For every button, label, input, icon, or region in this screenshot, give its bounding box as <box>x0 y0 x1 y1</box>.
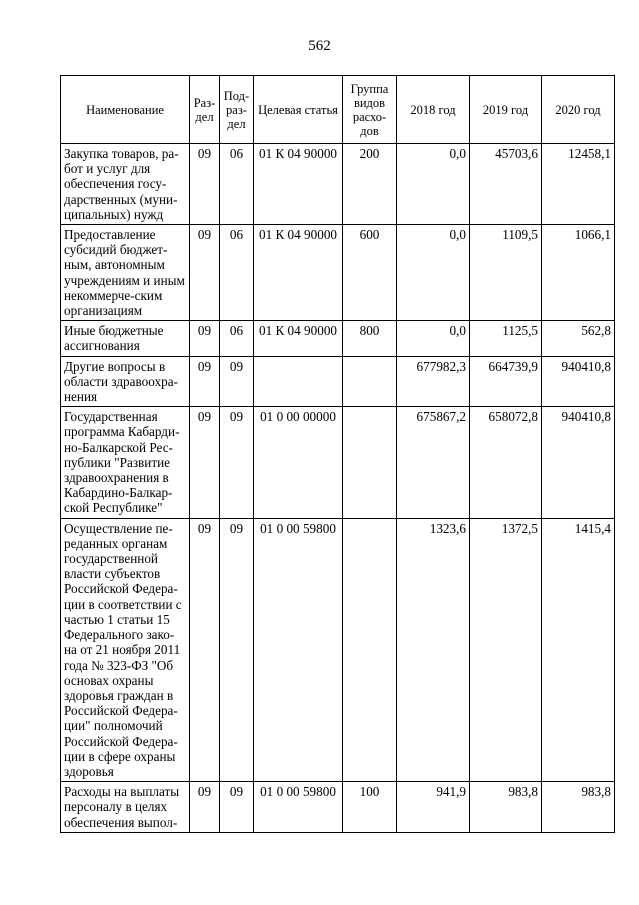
cell-name: Закупка товаров, ра-бот и услуг для обеспечения госу-дарственных (муни-ципальных) нужд <box>61 144 190 225</box>
cell-podrazdel: 06 <box>220 144 254 225</box>
cell-gruppa <box>343 356 397 407</box>
cell-statya: 01 К 04 90000 <box>254 144 343 225</box>
cell-gruppa <box>343 407 397 518</box>
col-header-razdel: Раз-дел <box>190 76 220 144</box>
cell-name: Расходы на выплаты персоналу в целях обеспечения выпол- <box>61 782 190 833</box>
cell-razdel: 09 <box>190 407 220 518</box>
cell-2019: 1125,5 <box>470 321 542 356</box>
col-header-2020: 2020 год <box>542 76 615 144</box>
cell-podrazdel: 09 <box>220 782 254 833</box>
cell-gruppa <box>343 518 397 781</box>
table-row <box>61 518 615 781</box>
cell-2019: 658072,8 <box>470 407 542 518</box>
cell-2018: 0,0 <box>397 321 470 356</box>
cell-2019: 1372,5 <box>470 518 542 781</box>
cell-statya: 01 0 00 59800 <box>254 782 343 833</box>
cell-2020: 1066,1 <box>542 225 615 321</box>
cell-razdel: 09 <box>190 321 220 356</box>
cell-2018: 941,9 <box>397 782 470 833</box>
budget-table <box>60 75 615 833</box>
cell-2019: 45703,6 <box>470 144 542 225</box>
page-number: 562 <box>308 38 331 54</box>
col-header-2018: 2018 год <box>397 76 470 144</box>
cell-2020: 940410,8 <box>542 356 615 407</box>
col-header-statya: Целевая статья <box>254 76 343 144</box>
cell-name: Другие вопросы в области здравоохра-нения <box>61 356 190 407</box>
cell-statya: 01 К 04 90000 <box>254 321 343 356</box>
table-row <box>61 782 615 833</box>
cell-2018: 675867,2 <box>397 407 470 518</box>
cell-razdel: 09 <box>190 356 220 407</box>
cell-2020: 940410,8 <box>542 407 615 518</box>
cell-razdel: 09 <box>190 144 220 225</box>
cell-name: Осуществление пе-реданных органам государственной власти субъектов Российской Федера-ции в соответствии с частью 1 статьи 15 Федерального зако-на от 21 ноября 2011 года № 323-ФЗ "Об основах охраны здоровья граждан в Российской Федера-ции" полномочий Российской Федера-ции в сфере охраны здоровья <box>61 518 190 781</box>
cell-2018: 0,0 <box>397 225 470 321</box>
table-header-row <box>61 76 615 144</box>
cell-2020: 12458,1 <box>542 144 615 225</box>
cell-2018: 0,0 <box>397 144 470 225</box>
cell-name: Государственная программа Кабарди-но-Балкарской Рес-публики "Развитие здравоохранения в Кабардино-Балкар-ской Республике" <box>61 407 190 518</box>
cell-2019: 983,8 <box>470 782 542 833</box>
cell-statya <box>254 356 343 407</box>
cell-statya: 01 0 00 59800 <box>254 518 343 781</box>
cell-2019: 1109,5 <box>470 225 542 321</box>
cell-name: Иные бюджетные ассигнования <box>61 321 190 356</box>
table-row <box>61 225 615 321</box>
cell-2018: 1323,6 <box>397 518 470 781</box>
cell-gruppa: 200 <box>343 144 397 225</box>
cell-podrazdel: 06 <box>220 321 254 356</box>
cell-podrazdel: 09 <box>220 518 254 781</box>
table-row <box>61 321 615 356</box>
cell-podrazdel: 06 <box>220 225 254 321</box>
cell-2020: 1415,4 <box>542 518 615 781</box>
cell-podrazdel: 09 <box>220 407 254 518</box>
cell-statya: 01 К 04 90000 <box>254 225 343 321</box>
cell-razdel: 09 <box>190 225 220 321</box>
cell-gruppa: 100 <box>343 782 397 833</box>
cell-podrazdel: 09 <box>220 356 254 407</box>
table-row <box>61 407 615 518</box>
cell-gruppa: 600 <box>343 225 397 321</box>
table-row <box>61 144 615 225</box>
col-header-gruppa: Группа видов расхо-дов <box>343 76 397 144</box>
col-header-2019: 2019 год <box>470 76 542 144</box>
table-row <box>61 356 615 407</box>
cell-2020: 562,8 <box>542 321 615 356</box>
cell-statya: 01 0 00 00000 <box>254 407 343 518</box>
cell-razdel: 09 <box>190 782 220 833</box>
cell-2020: 983,8 <box>542 782 615 833</box>
cell-2018: 677982,3 <box>397 356 470 407</box>
cell-razdel: 09 <box>190 518 220 781</box>
col-header-podrazdel: Под-раз-дел <box>220 76 254 144</box>
cell-name: Предоставление субсидий бюджет-ным, автономным учреждениям и иным некоммерче-ским организациям <box>61 225 190 321</box>
col-header-name: Наименование <box>61 76 190 144</box>
cell-gruppa: 800 <box>343 321 397 356</box>
cell-2019: 664739,9 <box>470 356 542 407</box>
